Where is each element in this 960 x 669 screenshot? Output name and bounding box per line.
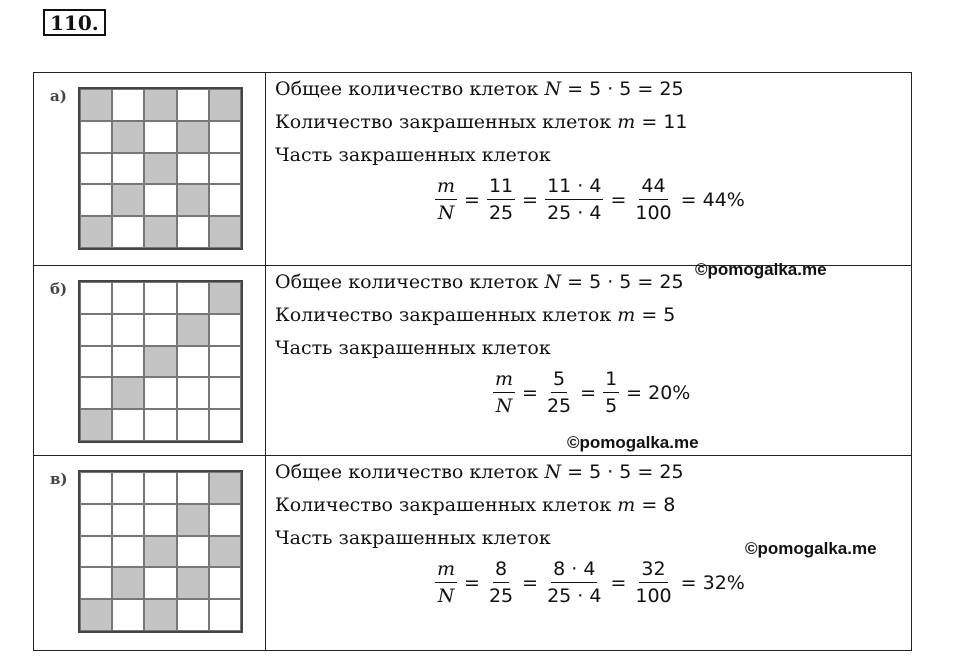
total-cells-math: = 5 · 5 = 25 (567, 461, 684, 483)
table-row-a (34, 73, 911, 266)
grid-cell-empty (177, 282, 209, 314)
grid-cell-shaded (80, 599, 112, 631)
shaded-grid (78, 280, 243, 443)
fraction-numerator: 5 (551, 366, 567, 393)
grid-cell-empty (144, 282, 176, 314)
grid-cell-empty (144, 377, 176, 409)
fraction-denominator: 25 (546, 395, 572, 417)
grid-cell-empty (209, 567, 241, 599)
grid-cell-empty (177, 346, 209, 378)
grid-cell-empty (80, 184, 112, 216)
grid-cell-empty (177, 599, 209, 631)
fraction-numerator: 44 (639, 173, 667, 200)
fraction (545, 173, 603, 226)
result: = 20% (626, 381, 691, 404)
fraction-numerator: 32 (639, 556, 667, 583)
fraction-numerator: m (493, 366, 515, 393)
shaded-cells-text: Количество закрашенных клеток (275, 494, 612, 516)
fraction-m-over-n (435, 173, 457, 226)
total-cells-line (275, 270, 684, 294)
fraction-denominator: 25 · 4 (547, 585, 602, 607)
fraction-m-over-n (493, 366, 515, 419)
task-number: 110. (43, 9, 106, 36)
grid-cell-shaded (209, 89, 241, 121)
grid-cell-empty (209, 121, 241, 153)
grid-cell-empty (209, 184, 241, 216)
grid-cell-empty (112, 282, 144, 314)
fraction-label: Часть закрашенных клеток (275, 527, 551, 549)
grid-cell-empty (177, 409, 209, 441)
fraction (487, 556, 515, 609)
fraction (545, 366, 573, 419)
total-cells-math: = 5 · 5 = 25 (567, 78, 684, 100)
grid-cell-empty (80, 472, 112, 504)
fraction-m-over-n (435, 556, 457, 609)
grid-cell-shaded (209, 472, 241, 504)
grid-cell-shaded (144, 599, 176, 631)
equals-sign: = (580, 381, 597, 404)
fraction-label: Часть закрашенных клеток (275, 337, 551, 359)
fraction-numerator: 8 · 4 (551, 556, 597, 583)
var-n: N (544, 78, 562, 100)
total-cells-line (275, 460, 684, 484)
fraction-numerator: 11 · 4 (545, 173, 603, 200)
fraction-numerator: m (435, 556, 457, 583)
watermark: ©pomogalka.me (567, 433, 699, 452)
grid-cell-empty (112, 599, 144, 631)
figure-cell (34, 456, 266, 650)
shaded-cells-text: Количество закрашенных клеток (275, 111, 612, 133)
grid-cell-empty (177, 377, 209, 409)
grid-cell-empty (209, 314, 241, 346)
fraction-numerator: 8 (493, 556, 509, 583)
watermark: ©pomogalka.me (745, 539, 877, 558)
equals-sign: = (464, 188, 480, 211)
equals-sign: = (522, 571, 539, 594)
fraction-denominator: N (495, 395, 513, 417)
grid-cell-empty (112, 472, 144, 504)
grid-cell-empty (80, 346, 112, 378)
grid-cell-shaded (112, 377, 144, 409)
grid-cell-shaded (112, 184, 144, 216)
row-letter: а) (50, 87, 67, 105)
total-cells-math: = 5 · 5 = 25 (567, 271, 684, 293)
shaded-cells-math: = 5 (641, 304, 676, 326)
grid-cell-empty (209, 599, 241, 631)
grid-cell-empty (177, 89, 209, 121)
fraction-formula (431, 173, 748, 226)
shaded-cells-line (275, 110, 687, 134)
solution-cell (267, 266, 911, 455)
grid-cell-empty (80, 567, 112, 599)
total-cells-text: Общее количество клеток (275, 461, 539, 483)
grid-cell-empty (144, 472, 176, 504)
grid-cell-empty (112, 153, 144, 185)
grid-cell-empty (80, 504, 112, 536)
fraction-numerator: m (435, 173, 457, 200)
equals-sign: = (522, 188, 539, 211)
grid-cell-empty (112, 504, 144, 536)
grid-cell-empty (144, 567, 176, 599)
grid-cell-shaded (80, 89, 112, 121)
grid-cell-shaded (112, 121, 144, 153)
grid-cell-shaded (112, 567, 144, 599)
grid-cell-empty (112, 346, 144, 378)
fraction-numerator: 11 (487, 173, 515, 200)
grid-cell-shaded (80, 409, 112, 441)
total-cells-text: Общее количество клеток (275, 271, 539, 293)
grid-cell-shaded (80, 216, 112, 248)
fraction-denominator: 100 (635, 585, 672, 607)
grid-cell-empty (112, 216, 144, 248)
grid-cell-shaded (209, 536, 241, 568)
grid-cell-empty (209, 377, 241, 409)
fraction-denominator: 100 (635, 202, 672, 224)
fraction-label: Часть закрашенных клеток (275, 144, 551, 166)
grid-cell-shaded (177, 567, 209, 599)
grid-cell-empty (112, 314, 144, 346)
grid-cell-shaded (144, 346, 176, 378)
grid-cell-empty (209, 409, 241, 441)
figure-cell (34, 266, 266, 455)
grid-cell-empty (112, 89, 144, 121)
fraction-denominator: 25 · 4 (547, 202, 602, 224)
solution-cell (267, 73, 911, 265)
equals-sign: = (610, 188, 627, 211)
result: = 44% (680, 188, 745, 211)
grid-cell-empty (80, 377, 112, 409)
fraction-denominator: 25 (488, 585, 514, 607)
grid-cell-empty (80, 536, 112, 568)
grid-cell-empty (209, 346, 241, 378)
fraction-formula (431, 556, 748, 609)
fraction-numerator: 1 (603, 366, 619, 393)
equals-sign: = (464, 571, 480, 594)
fraction (487, 173, 515, 226)
var-n: N (544, 461, 562, 483)
grid-cell-empty (112, 409, 144, 441)
fraction-denominator: N (437, 585, 455, 607)
grid-cell-empty (144, 121, 176, 153)
shaded-cells-math: = 11 (641, 111, 688, 133)
shaded-cells-line (275, 303, 675, 327)
watermark: ©pomogalka.me (695, 260, 827, 279)
grid-cell-empty (177, 472, 209, 504)
grid-cell-empty (80, 121, 112, 153)
grid-cell-empty (144, 504, 176, 536)
fraction-denominator: 5 (605, 395, 618, 417)
grid-cell-empty (80, 153, 112, 185)
grid-cell-shaded (177, 184, 209, 216)
shaded-grid (78, 470, 243, 633)
grid-cell-shaded (144, 536, 176, 568)
grid-cell-empty (177, 153, 209, 185)
var-m: m (617, 494, 636, 516)
result: = 32% (680, 571, 745, 594)
grid-cell-empty (144, 409, 176, 441)
fraction (633, 556, 673, 609)
grid-cell-empty (177, 216, 209, 248)
grid-cell-shaded (209, 216, 241, 248)
fraction-formula (489, 366, 693, 419)
figure-cell (34, 73, 266, 265)
grid-cell-empty (209, 153, 241, 185)
solution-table (33, 72, 912, 651)
grid-cell-shaded (144, 153, 176, 185)
equals-sign: = (610, 571, 627, 594)
grid-cell-empty (112, 536, 144, 568)
grid-cell-empty (177, 536, 209, 568)
grid-cell-shaded (144, 216, 176, 248)
grid-cell-shaded (144, 89, 176, 121)
fraction (545, 556, 603, 609)
fraction-denominator: 25 (488, 202, 514, 224)
grid-cell-empty (80, 282, 112, 314)
grid-cell-empty (209, 504, 241, 536)
fraction-denominator: N (437, 202, 455, 224)
row-letter: б) (50, 280, 68, 298)
grid-cell-shaded (177, 504, 209, 536)
grid-cell-shaded (177, 314, 209, 346)
var-m: m (617, 304, 636, 326)
grid-cell-shaded (177, 121, 209, 153)
grid-cell-shaded (209, 282, 241, 314)
shaded-cells-math: = 8 (641, 494, 676, 516)
table-row-b (34, 266, 911, 456)
equals-sign: = (522, 381, 538, 404)
shaded-cells-text: Количество закрашенных клеток (275, 304, 612, 326)
fraction (633, 173, 673, 226)
total-cells-line (275, 77, 684, 101)
shaded-cells-line (275, 493, 675, 517)
row-letter: в) (50, 470, 68, 488)
var-n: N (544, 271, 562, 293)
grid-cell-empty (144, 314, 176, 346)
fraction (603, 366, 619, 419)
total-cells-text: Общее количество клеток (275, 78, 539, 100)
shaded-grid (78, 87, 243, 250)
var-m: m (617, 111, 636, 133)
grid-cell-empty (80, 314, 112, 346)
grid-cell-empty (144, 184, 176, 216)
